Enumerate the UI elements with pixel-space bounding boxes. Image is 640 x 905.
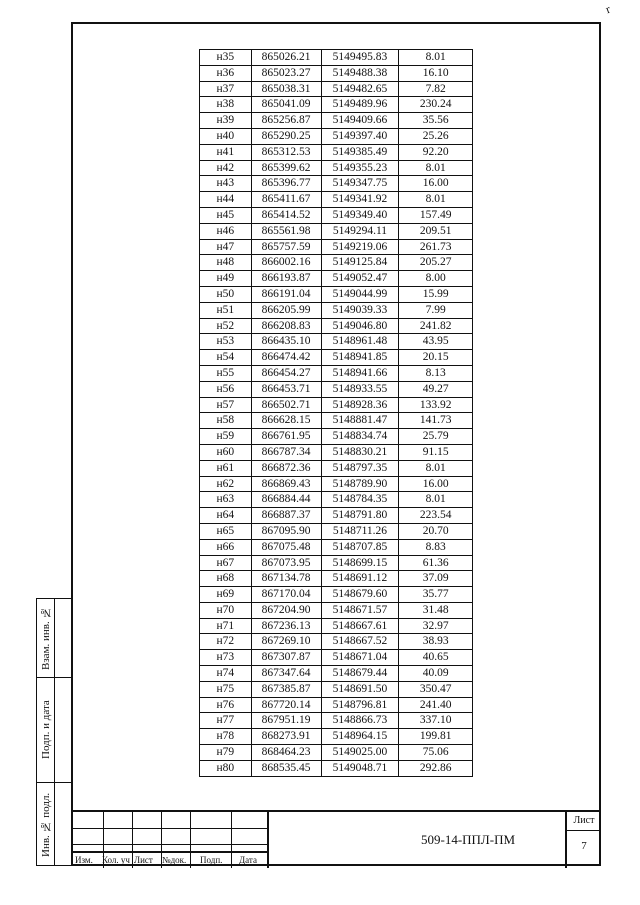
y-coordinate-cell: 5148699.15 [321, 555, 399, 571]
y-coordinate-cell: 5149219.06 [321, 239, 399, 255]
length-cell: 16.00 [399, 176, 473, 192]
x-coordinate-cell: 867134.78 [251, 571, 321, 587]
x-coordinate-cell: 865396.77 [251, 176, 321, 192]
point-name-cell: н59 [200, 429, 252, 445]
x-coordinate-cell: 866435.10 [251, 334, 321, 350]
y-coordinate-cell: 5148691.12 [321, 571, 399, 587]
y-coordinate-cell: 5149039.33 [321, 302, 399, 318]
x-coordinate-cell: 866887.37 [251, 508, 321, 524]
point-name-cell: н67 [200, 555, 252, 571]
y-coordinate-cell: 5149341.92 [321, 192, 399, 208]
point-name-cell: н39 [200, 113, 252, 129]
point-name-cell: н76 [200, 697, 252, 713]
point-name-cell: н58 [200, 413, 252, 429]
point-name-cell: н53 [200, 334, 252, 350]
coordinates-table [199, 49, 473, 777]
table-row [200, 587, 473, 603]
table-row [200, 745, 473, 761]
point-name-cell: н54 [200, 350, 252, 366]
stamp-line [231, 812, 232, 868]
x-coordinate-cell: 866872.36 [251, 460, 321, 476]
y-coordinate-cell: 5148667.61 [321, 618, 399, 634]
y-coordinate-cell: 5148796.81 [321, 697, 399, 713]
table-row [200, 128, 473, 144]
stamp-line [190, 812, 191, 868]
length-cell: 16.10 [399, 65, 473, 81]
x-coordinate-cell: 865026.21 [251, 50, 321, 66]
x-coordinate-cell: 865561.98 [251, 223, 321, 239]
point-name-cell: н47 [200, 239, 252, 255]
length-cell: 16.00 [399, 476, 473, 492]
x-coordinate-cell: 867075.48 [251, 539, 321, 555]
point-name-cell: н71 [200, 618, 252, 634]
point-name-cell: н73 [200, 650, 252, 666]
length-cell: 8.01 [399, 50, 473, 66]
y-coordinate-cell: 5148964.15 [321, 729, 399, 745]
table-row [200, 397, 473, 413]
table-row [200, 318, 473, 334]
table-row [200, 302, 473, 318]
label-inv-podl: Инв. № подл. [40, 792, 52, 857]
table-row [200, 492, 473, 508]
point-name-cell: н78 [200, 729, 252, 745]
x-coordinate-cell: 867170.04 [251, 587, 321, 603]
x-coordinate-cell: 867385.87 [251, 681, 321, 697]
x-coordinate-cell: 867269.10 [251, 634, 321, 650]
x-coordinate-cell: 866205.99 [251, 302, 321, 318]
x-coordinate-cell: 866761.95 [251, 429, 321, 445]
length-cell: 40.65 [399, 650, 473, 666]
length-cell: 31.48 [399, 602, 473, 618]
length-cell: 133.92 [399, 397, 473, 413]
y-coordinate-cell: 5148961.48 [321, 334, 399, 350]
point-name-cell: н36 [200, 65, 252, 81]
point-name-cell: н55 [200, 365, 252, 381]
point-name-cell: н68 [200, 571, 252, 587]
y-coordinate-cell: 5149349.40 [321, 207, 399, 223]
x-coordinate-cell: 865041.09 [251, 97, 321, 113]
y-coordinate-cell: 5149025.00 [321, 745, 399, 761]
point-name-cell: н65 [200, 523, 252, 539]
length-cell: 25.79 [399, 429, 473, 445]
point-name-cell: н64 [200, 508, 252, 524]
y-coordinate-cell: 5149347.75 [321, 176, 399, 192]
length-cell: 15.99 [399, 286, 473, 302]
y-coordinate-cell: 5148784.35 [321, 492, 399, 508]
x-coordinate-cell: 866453.71 [251, 381, 321, 397]
y-coordinate-cell: 5148667.52 [321, 634, 399, 650]
stamp-izm-label: Изм. [75, 855, 93, 865]
y-coordinate-cell: 5148928.36 [321, 397, 399, 413]
stamp-line [267, 812, 269, 868]
y-coordinate-cell: 5148941.85 [321, 350, 399, 366]
y-coordinate-cell: 5148933.55 [321, 381, 399, 397]
y-coordinate-cell: 5148671.04 [321, 650, 399, 666]
table-row [200, 350, 473, 366]
y-coordinate-cell: 5148830.21 [321, 444, 399, 460]
x-coordinate-cell: 866628.15 [251, 413, 321, 429]
point-name-cell: н69 [200, 587, 252, 603]
point-name-cell: н50 [200, 286, 252, 302]
corner-mark: r [603, 1, 613, 17]
point-name-cell: н66 [200, 539, 252, 555]
table-row [200, 476, 473, 492]
length-cell: 8.00 [399, 271, 473, 287]
length-cell: 157.49 [399, 207, 473, 223]
x-coordinate-cell: 865414.52 [251, 207, 321, 223]
length-cell: 35.56 [399, 113, 473, 129]
point-name-cell: н44 [200, 192, 252, 208]
length-cell: 75.06 [399, 745, 473, 761]
table-row [200, 681, 473, 697]
document-code: 509-14-ППЛ-ПМ [420, 832, 516, 847]
length-cell: 223.54 [399, 508, 473, 524]
y-coordinate-cell: 5149046.80 [321, 318, 399, 334]
table-row [200, 460, 473, 476]
x-coordinate-cell: 866002.16 [251, 255, 321, 271]
y-coordinate-cell: 5149489.96 [321, 97, 399, 113]
point-name-cell: н77 [200, 713, 252, 729]
label-vzam-inv: Взам. инв. № [40, 606, 52, 670]
length-cell: 8.01 [399, 192, 473, 208]
stamp-data-label: Дата [239, 855, 257, 865]
point-name-cell: н75 [200, 681, 252, 697]
stamp-line [71, 851, 269, 853]
table-row [200, 81, 473, 97]
table-row [200, 666, 473, 682]
point-name-cell: н41 [200, 144, 252, 160]
y-coordinate-cell: 5148679.44 [321, 666, 399, 682]
point-name-cell: н56 [200, 381, 252, 397]
stamp-ndok-label: №док. [162, 855, 187, 865]
length-cell: 350.47 [399, 681, 473, 697]
length-cell: 20.15 [399, 350, 473, 366]
table-row [200, 365, 473, 381]
table-row [200, 508, 473, 524]
point-name-cell: н72 [200, 634, 252, 650]
length-cell: 337.10 [399, 713, 473, 729]
x-coordinate-cell: 867095.90 [251, 523, 321, 539]
length-cell: 205.27 [399, 255, 473, 271]
point-name-cell: н43 [200, 176, 252, 192]
table-row [200, 255, 473, 271]
y-coordinate-cell: 5148941.66 [321, 365, 399, 381]
table-row [200, 192, 473, 208]
table-row [200, 65, 473, 81]
y-coordinate-cell: 5148797.35 [321, 460, 399, 476]
point-name-cell: н48 [200, 255, 252, 271]
y-coordinate-cell: 5149409.66 [321, 113, 399, 129]
table-row [200, 634, 473, 650]
stamp-kol-uch-label: Кол. уч [102, 855, 130, 865]
stamp-podp-label: Подп. [200, 855, 223, 865]
table-row [200, 207, 473, 223]
stamp-line [132, 812, 133, 868]
table-row [200, 444, 473, 460]
side-stamp [36, 598, 72, 866]
length-cell: 141.73 [399, 413, 473, 429]
y-coordinate-cell: 5148866.73 [321, 713, 399, 729]
x-coordinate-cell: 867951.19 [251, 713, 321, 729]
x-coordinate-cell: 867204.90 [251, 602, 321, 618]
y-coordinate-cell: 5148691.50 [321, 681, 399, 697]
point-name-cell: н45 [200, 207, 252, 223]
point-name-cell: н46 [200, 223, 252, 239]
x-coordinate-cell: 868464.23 [251, 745, 321, 761]
table-row [200, 729, 473, 745]
x-coordinate-cell: 866208.83 [251, 318, 321, 334]
point-name-cell: н57 [200, 397, 252, 413]
length-cell: 261.73 [399, 239, 473, 255]
point-name-cell: н70 [200, 602, 252, 618]
x-coordinate-cell: 865399.62 [251, 160, 321, 176]
point-name-cell: н51 [200, 302, 252, 318]
x-coordinate-cell: 867347.64 [251, 666, 321, 682]
table-row [200, 760, 473, 776]
x-coordinate-cell: 866474.42 [251, 350, 321, 366]
table-row [200, 176, 473, 192]
length-cell: 241.82 [399, 318, 473, 334]
y-coordinate-cell: 5149044.99 [321, 286, 399, 302]
y-coordinate-cell: 5149048.71 [321, 760, 399, 776]
stamp-line [71, 844, 269, 845]
length-cell: 241.40 [399, 697, 473, 713]
x-coordinate-cell: 865038.31 [251, 81, 321, 97]
stamp-list-label: Лист [134, 855, 153, 865]
table-row [200, 239, 473, 255]
y-coordinate-cell: 5149355.23 [321, 160, 399, 176]
length-cell: 37.09 [399, 571, 473, 587]
length-cell: 35.77 [399, 587, 473, 603]
length-cell: 92.20 [399, 144, 473, 160]
table-row [200, 555, 473, 571]
table-row [200, 618, 473, 634]
table-row [200, 697, 473, 713]
table-row [200, 286, 473, 302]
table-row [200, 571, 473, 587]
x-coordinate-cell: 866454.27 [251, 365, 321, 381]
table-row [200, 271, 473, 287]
point-name-cell: н52 [200, 318, 252, 334]
y-coordinate-cell: 5148834.74 [321, 429, 399, 445]
point-name-cell: н38 [200, 97, 252, 113]
point-name-cell: н42 [200, 160, 252, 176]
length-cell: 38.93 [399, 634, 473, 650]
length-cell: 20.70 [399, 523, 473, 539]
point-name-cell: н80 [200, 760, 252, 776]
table-row [200, 429, 473, 445]
y-coordinate-cell: 5149125.84 [321, 255, 399, 271]
table-row [200, 97, 473, 113]
y-coordinate-cell: 5149488.38 [321, 65, 399, 81]
table-row [200, 650, 473, 666]
length-cell: 209.51 [399, 223, 473, 239]
x-coordinate-cell: 866502.71 [251, 397, 321, 413]
table-row [200, 50, 473, 66]
x-coordinate-cell: 867073.95 [251, 555, 321, 571]
x-coordinate-cell: 865290.25 [251, 128, 321, 144]
length-cell: 199.81 [399, 729, 473, 745]
y-coordinate-cell: 5148791.80 [321, 508, 399, 524]
y-coordinate-cell: 5148707.85 [321, 539, 399, 555]
y-coordinate-cell: 5149495.83 [321, 50, 399, 66]
table-row [200, 113, 473, 129]
table-row [200, 334, 473, 350]
x-coordinate-cell: 865312.53 [251, 144, 321, 160]
length-cell: 91.15 [399, 444, 473, 460]
point-name-cell: н63 [200, 492, 252, 508]
y-coordinate-cell: 5149294.11 [321, 223, 399, 239]
y-coordinate-cell: 5149397.40 [321, 128, 399, 144]
point-name-cell: н61 [200, 460, 252, 476]
x-coordinate-cell: 868273.91 [251, 729, 321, 745]
sheet-number: 7 [581, 840, 587, 852]
title-block [71, 810, 601, 866]
x-coordinate-cell: 867307.87 [251, 650, 321, 666]
x-coordinate-cell: 867720.14 [251, 697, 321, 713]
table-row [200, 602, 473, 618]
table-row [200, 539, 473, 555]
x-coordinate-cell: 868535.45 [251, 760, 321, 776]
point-name-cell: н60 [200, 444, 252, 460]
point-name-cell: н37 [200, 81, 252, 97]
y-coordinate-cell: 5148711.26 [321, 523, 399, 539]
length-cell: 7.99 [399, 302, 473, 318]
y-coordinate-cell: 5148679.60 [321, 587, 399, 603]
label-podp-data: Подп. и дата [40, 700, 52, 759]
length-cell: 43.95 [399, 334, 473, 350]
table-row [200, 223, 473, 239]
length-cell: 230.24 [399, 97, 473, 113]
point-name-cell: н74 [200, 666, 252, 682]
y-coordinate-cell: 5149052.47 [321, 271, 399, 287]
length-cell: 49.27 [399, 381, 473, 397]
point-name-cell: н40 [200, 128, 252, 144]
point-name-cell: н49 [200, 271, 252, 287]
x-coordinate-cell: 866191.04 [251, 286, 321, 302]
x-coordinate-cell: 866884.44 [251, 492, 321, 508]
table-row [200, 523, 473, 539]
x-coordinate-cell: 865023.27 [251, 65, 321, 81]
x-coordinate-cell: 866787.34 [251, 444, 321, 460]
y-coordinate-cell: 5148881.47 [321, 413, 399, 429]
length-cell: 292.86 [399, 760, 473, 776]
point-name-cell: н62 [200, 476, 252, 492]
x-coordinate-cell: 866193.87 [251, 271, 321, 287]
length-cell: 40.09 [399, 666, 473, 682]
length-cell: 8.01 [399, 160, 473, 176]
table-row [200, 160, 473, 176]
length-cell: 8.83 [399, 539, 473, 555]
length-cell: 32.97 [399, 618, 473, 634]
point-name-cell: н35 [200, 50, 252, 66]
x-coordinate-cell: 865411.67 [251, 192, 321, 208]
table-row [200, 713, 473, 729]
point-name-cell: н79 [200, 745, 252, 761]
length-cell: 8.13 [399, 365, 473, 381]
x-coordinate-cell: 867236.13 [251, 618, 321, 634]
y-coordinate-cell: 5149482.65 [321, 81, 399, 97]
length-cell: 25.26 [399, 128, 473, 144]
table-row [200, 381, 473, 397]
x-coordinate-cell: 865757.59 [251, 239, 321, 255]
x-coordinate-cell: 866869.43 [251, 476, 321, 492]
length-cell: 8.01 [399, 492, 473, 508]
sheet-label: Лист [573, 815, 595, 826]
stamp-line [71, 828, 269, 829]
length-cell: 61.36 [399, 555, 473, 571]
x-coordinate-cell: 865256.87 [251, 113, 321, 129]
y-coordinate-cell: 5148671.57 [321, 602, 399, 618]
table-row [200, 413, 473, 429]
stamp-line [565, 830, 601, 831]
y-coordinate-cell: 5148789.90 [321, 476, 399, 492]
length-cell: 7.82 [399, 81, 473, 97]
y-coordinate-cell: 5149385.49 [321, 144, 399, 160]
table-row [200, 144, 473, 160]
length-cell: 8.01 [399, 460, 473, 476]
